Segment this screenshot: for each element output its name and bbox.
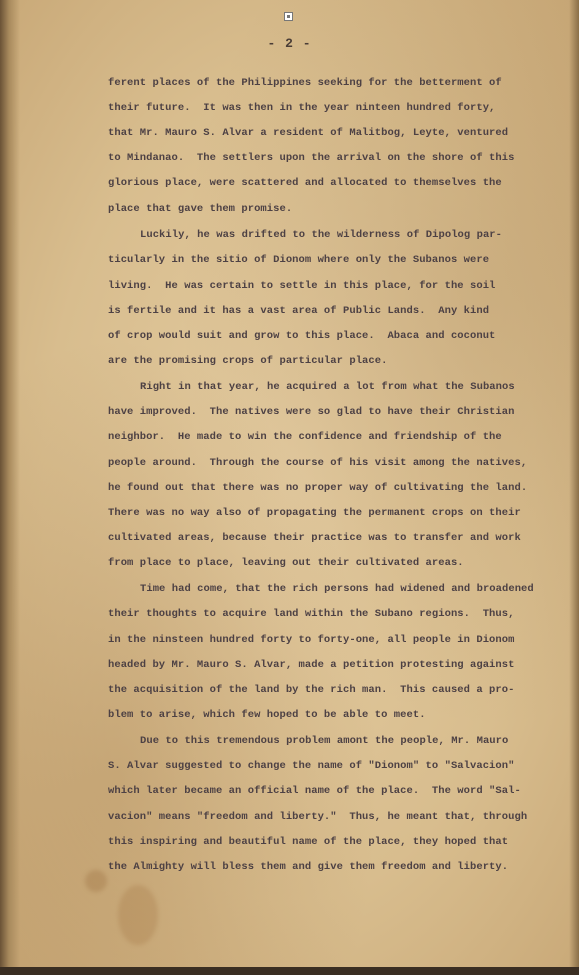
text-line: Due to this tremendous problem amont the people, Mr. Mauro	[140, 735, 509, 747]
text-line: blem to arise, which few hoped to be able to meet.	[108, 709, 426, 721]
page-number: - 2 -	[267, 36, 312, 51]
menu-icon[interactable]	[284, 12, 293, 21]
text-line: this inspiring and beautiful name of the place, they hoped that	[108, 836, 509, 848]
text-line: Right in that year, he acquired a lot from what the Subanos	[140, 381, 515, 393]
text-line: living. He was certain to settle in this place, for the soil	[108, 280, 496, 292]
text-line: vacion" means "freedom and liberty." Thus, he meant that, through	[108, 811, 528, 823]
text-line: he found out that there was no proper way of cultivating the land.	[108, 482, 528, 494]
text-line: glorious place, were scattered and allocated to themselves the	[108, 177, 502, 189]
water-stain	[85, 870, 107, 892]
text-line: Luckily, he was drifted to the wilderness of Dipolog par-	[140, 229, 503, 241]
text-line: Time had come, that the rich persons had widened and broadened	[140, 583, 534, 595]
text-line: in the ninsteen hundred forty to forty-one, all people in Dionom	[108, 634, 515, 646]
text-line: to Mindanao. The settlers upon the arrival on the shore of this	[108, 152, 515, 164]
water-stain	[118, 885, 158, 945]
text-line: their thoughts to acquire land within the Subano regions. Thus,	[108, 608, 515, 620]
text-line: place that gave them promise.	[108, 203, 293, 215]
text-line: headed by Mr. Mauro S. Alvar, made a petition protesting against	[108, 659, 515, 671]
text-line: neighbor. He made to win the confidence and friendship of the	[108, 431, 502, 443]
text-line: their future. It was then in the year ninteen hundred forty,	[108, 102, 496, 114]
text-line: cultivated areas, because their practice was to transfer and work	[108, 532, 521, 544]
text-line: that Mr. Mauro S. Alvar a resident of Malitbog, Leyte, ventured	[108, 127, 509, 139]
text-line: ticularly in the sitio of Dionom where only the Subanos were	[108, 254, 490, 266]
text-line: the Almighty will bless them and give them freedom and liberty.	[108, 861, 509, 873]
text-line: which later became an official name of the place. The word "Sal-	[108, 785, 521, 797]
text-line: from place to place, leaving out their cultivated areas.	[108, 557, 464, 569]
text-line: the acquisition of the land by the rich man. This caused a pro-	[108, 684, 515, 696]
page-right-shadow	[569, 0, 579, 975]
text-line: people around. Through the course of his visit among the natives,	[108, 457, 528, 469]
text-line: S. Alvar suggested to change the name of "Dionom" to "Salvacion"	[108, 760, 515, 772]
text-line: There was no way also of propagating the permanent crops on their	[108, 507, 521, 519]
text-line: are the promising crops of particular place.	[108, 355, 388, 367]
text-line: of crop would suit and grow to this place. Abaca and coconut	[108, 330, 496, 342]
text-line: ferent places of the Philippines seeking for the betterment of	[108, 77, 502, 89]
page-bottom-edge	[0, 967, 579, 975]
text-line: have improved. The natives were so glad to have their Christian	[108, 406, 515, 418]
text-line: is fertile and it has a vast area of Public Lands. Any kind	[108, 305, 490, 317]
page-left-shadow	[0, 0, 20, 975]
